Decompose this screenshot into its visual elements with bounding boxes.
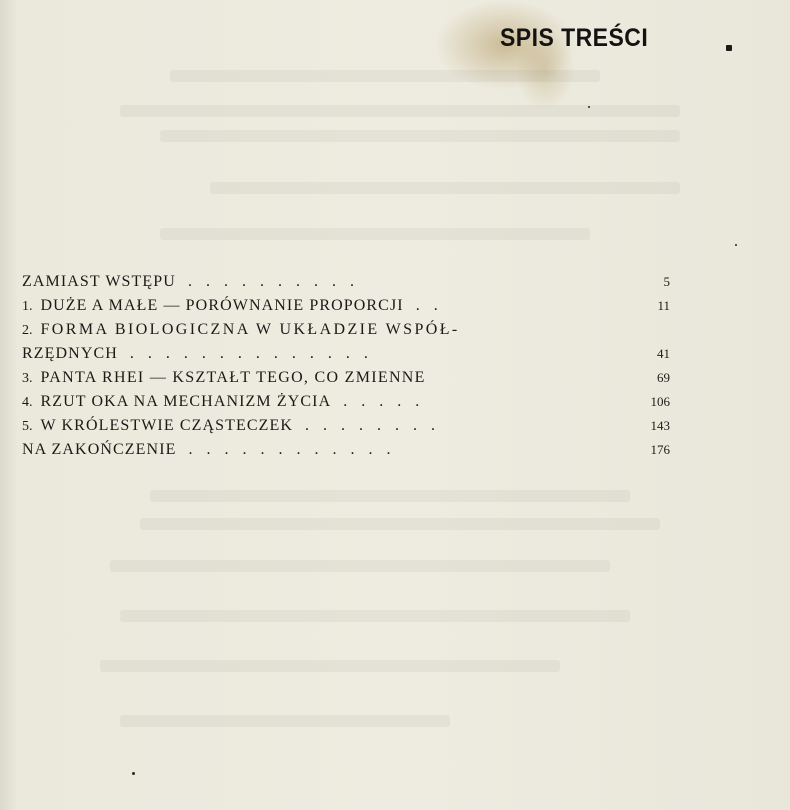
bleed-through-line [160,228,590,240]
entry-title: PANTA RHEI — KSZTAŁT TEGO, CO ZMIENNE [40,369,426,386]
entry-page-number: 69 [657,370,670,385]
chapter-number: 4. [22,395,33,410]
toc-entry-2 [22,318,670,342]
ink-speck [132,772,135,775]
leader-dots: . . . . . . . . [305,417,441,434]
bleed-through-line [160,130,680,142]
bleed-through-line [170,70,600,82]
toc-entry-conclusion [22,438,670,462]
toc-entry-3 [22,366,670,390]
bleed-through-line [140,518,660,530]
chapter-number: 3. [22,371,33,386]
leader-dots: . . . . . . . . . . [187,273,359,290]
entry-page-number: 41 [657,346,670,361]
bleed-through-line [120,610,630,622]
entry-title: ZAMIAST WSTĘPU [22,273,176,290]
bleed-through-line [150,490,630,502]
entry-page-number: 106 [650,394,670,409]
bleed-through-line [210,182,680,194]
chapter-number: 5. [22,419,33,434]
entry-title-continuation: RZĘDNYCH [22,345,118,362]
toc-entry-4 [22,390,670,414]
entry-page-number: 11 [657,298,670,313]
entry-page-number: 5 [663,274,670,289]
page-title: SPIS TREŚCI [500,24,649,52]
toc-entry-1 [22,294,670,318]
leader-dots: . . . . . [343,393,425,410]
entry-title: RZUT OKA NA MECHANIZM ŻYCIA [40,393,332,410]
entry-title: DUŻE A MAŁE — PORÓWNANIE PROPORCJI [40,297,404,314]
toc-entry-5 [22,414,670,438]
table-of-contents [22,270,670,462]
leader-dots: . . . . . . . . . . . . [188,441,396,458]
title-dot [726,45,732,51]
entry-page-number: 176 [650,442,670,457]
chapter-number: 1. [22,299,33,314]
entry-title: NA ZAKOŃCZENIE [22,441,177,458]
entry-title: FORMA BIOLOGICZNA W UKŁADZIE WSPÓŁ- [40,321,460,338]
toc-entry-intro [22,270,670,294]
bleed-through-line [100,660,560,672]
entry-title: W KRÓLESTWIE CZĄSTECZEK [40,417,294,434]
ink-speck [735,244,737,246]
entry-page-number: 143 [650,418,670,433]
leader-dots: . . . . . . . . . . . . . . [129,345,373,362]
chapter-number: 2. [22,323,33,338]
bleed-through-line [110,560,610,572]
bleed-through-line [120,105,680,117]
bleed-through-line [120,715,450,727]
leader-dots: . . [415,297,443,314]
toc-entry-2-continued [22,342,670,366]
ink-speck [588,106,590,108]
